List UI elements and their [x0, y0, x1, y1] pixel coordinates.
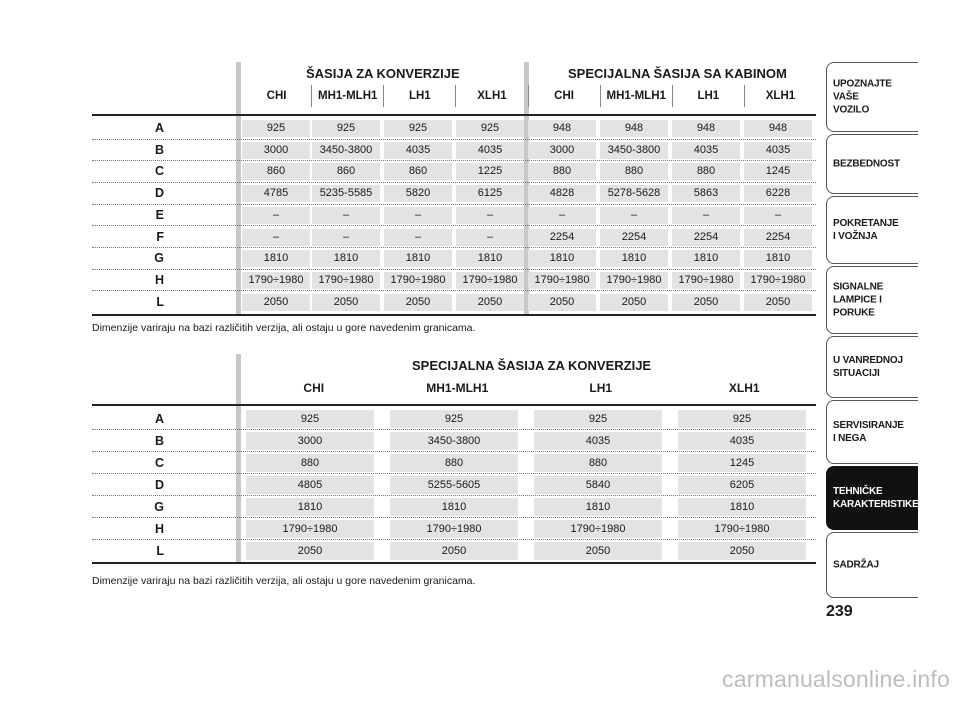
table1-cell: 3450-3800	[600, 142, 668, 159]
row-label: G	[154, 500, 164, 514]
chapter-tab[interactable]	[826, 196, 918, 264]
table1-cell: 3450-3800	[312, 142, 380, 159]
table2-cell: 880	[390, 454, 518, 472]
table1-note: Dimenzije variraju na bazi različitih verzija, ali ostaju u gore navedenim granicama.	[92, 322, 476, 334]
table1-cell: 4035	[384, 142, 452, 159]
table1-cell: –	[456, 207, 524, 224]
watermark: carmanualsonline.info	[722, 666, 950, 692]
chapter-tab-label: SADRŽAJ	[833, 559, 879, 571]
table1-cell: 1810	[600, 250, 668, 267]
table1-cell: 1790÷1980	[744, 272, 812, 289]
table1-cell: 1790÷1980	[384, 272, 452, 289]
table2-cell: 3450-3800	[390, 432, 518, 450]
table1-cell: 1790÷1980	[672, 272, 740, 289]
table1-cell: –	[312, 229, 380, 246]
table1-cell: 948	[600, 120, 668, 137]
chapter-tab[interactable]	[826, 466, 918, 530]
section-title-special-chassis-conversion: SPECIJALNA ŠASIJA ZA KONVERZIJE	[412, 358, 652, 373]
table1-column-header: XLH1	[744, 85, 816, 107]
chapter-tab[interactable]	[826, 336, 918, 398]
row-label: G	[154, 251, 164, 266]
row-label: H	[154, 272, 164, 287]
table1-column-header: CHI	[266, 90, 287, 102]
table1-cell: 2050	[672, 294, 740, 311]
chapter-tab[interactable]	[826, 62, 918, 132]
table1-cell: –	[242, 207, 310, 224]
chapter-tab-label: SIGNALNE LAMPICE I PORUKE	[833, 281, 884, 319]
table1-header	[242, 85, 816, 107]
row-label: C	[154, 456, 164, 470]
table2-cell: 925	[678, 410, 806, 428]
table1-cell: 1790÷1980	[600, 272, 668, 289]
table1-row	[92, 161, 816, 183]
table2-row	[92, 518, 816, 540]
table1-cell: 3000	[242, 142, 310, 159]
table1-header-rule	[92, 114, 816, 116]
table1-cell: 4785	[242, 185, 310, 202]
table2-row	[92, 496, 816, 518]
table1-cell: 2050	[600, 294, 668, 311]
table2-cell: 2050	[678, 542, 806, 560]
table1-cell: 2050	[456, 294, 524, 311]
row-label: A	[154, 412, 164, 426]
table2-cell: 2050	[534, 542, 662, 560]
table1-cell: 4828	[528, 185, 596, 202]
row-label: F	[156, 229, 164, 244]
table1-column-header: MH1-MLH1	[600, 85, 672, 107]
table1-cell: 4035	[672, 142, 740, 159]
table2-cell: 2050	[390, 542, 518, 560]
table1-cell: 860	[312, 163, 380, 180]
table2-cell: 1790÷1980	[534, 520, 662, 538]
row-label: E	[155, 207, 164, 222]
row-label: D	[154, 478, 164, 492]
table1-bottom-rule	[92, 314, 816, 316]
table2-cell: 880	[246, 454, 374, 472]
table2-column-header: LH1	[589, 381, 613, 395]
table1-cell: –	[242, 229, 310, 246]
table1-cell: 2254	[528, 229, 596, 246]
table1-cell: 2050	[528, 294, 596, 311]
table1-cell: 2050	[242, 294, 310, 311]
chapter-tab[interactable]	[826, 266, 918, 334]
table1-cell: 860	[242, 163, 310, 180]
table1-cell: 1810	[456, 250, 524, 267]
table1-cell: 1810	[242, 250, 310, 267]
table2-cell: 925	[246, 410, 374, 428]
table2-cell: 1790÷1980	[246, 520, 374, 538]
table1-cell: 925	[312, 120, 380, 137]
table1-cell: –	[600, 207, 668, 224]
table1-cell: 2050	[312, 294, 380, 311]
table2-cell: 1790÷1980	[678, 520, 806, 538]
table1-cell: 4035	[456, 142, 524, 159]
table2-cell: 1810	[678, 498, 806, 516]
table1-cell: –	[312, 207, 380, 224]
table2-cell: 1810	[390, 498, 518, 516]
row-label: L	[156, 294, 164, 309]
chapter-tab-label: UPOZNAJTE VAŠE VOZILO	[833, 78, 892, 116]
chapter-tab-label: U VANREDNOJ SITUACIJI	[833, 355, 903, 379]
table1-column-header: MH1-MLH1	[311, 85, 383, 107]
table2-column-header: CHI	[303, 381, 325, 395]
table2-header-rule	[92, 404, 816, 406]
table1-cell: 1810	[384, 250, 452, 267]
table1-cell: 880	[672, 163, 740, 180]
table1-cell: 880	[528, 163, 596, 180]
row-label: L	[156, 544, 164, 558]
table1-cell: –	[384, 229, 452, 246]
table1-cell: 2050	[384, 294, 452, 311]
table-chassis-conversion	[92, 62, 816, 322]
table2-cell: 880	[534, 454, 662, 472]
table1-row	[92, 205, 816, 227]
table2-cell: 3000	[246, 432, 374, 450]
table1-cell: 1225	[456, 163, 524, 180]
table1-column-header: XLH1	[455, 85, 527, 107]
table1-row	[92, 118, 816, 140]
table2-bottom-rule	[92, 562, 816, 564]
table2-cell: 1810	[246, 498, 374, 516]
chapter-tab[interactable]	[826, 532, 918, 598]
table2-note: Dimenzije variraju na bazi različitih verzija, ali ostaju u gore navedenim granicama.	[92, 575, 476, 587]
table2-header	[242, 377, 816, 399]
table1-row	[92, 292, 816, 314]
table2-row	[92, 540, 816, 562]
table1-column-header: LH1	[672, 85, 744, 107]
section-title-chassis-conversion: ŠASIJA ZA KONVERZIJE	[306, 66, 460, 81]
table-special-chassis-conversion	[92, 354, 816, 574]
table2-cell: 1810	[534, 498, 662, 516]
table1-cell: 5235-5585	[312, 185, 380, 202]
table1-cell: 1810	[312, 250, 380, 267]
row-label: C	[154, 164, 164, 179]
table1-cell: 880	[600, 163, 668, 180]
table1-cell: 2050	[744, 294, 812, 311]
section-title-special-chassis-cab: SPECIJALNA ŠASIJA SA KABINOM	[568, 66, 787, 81]
table1-cell: –	[384, 207, 452, 224]
table1-cell: 5863	[672, 185, 740, 202]
table1-cell: 1810	[672, 250, 740, 267]
table1-row	[92, 183, 816, 205]
row-label: B	[154, 142, 164, 157]
table2-cell: 1790÷1980	[390, 520, 518, 538]
table1-cell: 2254	[744, 229, 812, 246]
chapter-tab-label: SERVISIRANJE I NEGA	[833, 420, 904, 444]
row-label: A	[154, 121, 164, 135]
table2-cell: 5255-5605	[390, 476, 518, 494]
table1-cell: 860	[384, 163, 452, 180]
table1-row	[92, 140, 816, 162]
table1-cell: 2254	[672, 229, 740, 246]
table2-cell: 925	[534, 410, 662, 428]
table2-row	[92, 452, 816, 474]
chapter-tab-label: BEZBEDNOST	[833, 158, 900, 170]
chapter-tab[interactable]	[826, 400, 918, 464]
table1-cell: 925	[456, 120, 524, 137]
table1-cell: 1790÷1980	[456, 272, 524, 289]
table2-cell: 2050	[246, 542, 374, 560]
table1-row	[92, 248, 816, 270]
table2-column-header: MH1-MLH1	[426, 381, 489, 395]
table1-cell: 948	[528, 120, 596, 137]
table1-cell: 2254	[600, 229, 668, 246]
table1-cell: 1245	[744, 163, 812, 180]
table1-row	[92, 270, 816, 292]
table1-cell: 1810	[744, 250, 812, 267]
row-label: D	[154, 186, 164, 201]
table1-cell: 925	[384, 120, 452, 137]
table1-cell: 5820	[384, 185, 452, 202]
table1-cell: 1810	[528, 250, 596, 267]
table1-cell: 3000	[528, 142, 596, 159]
table1-column-header: CHI	[528, 85, 600, 107]
table1-cell: 6125	[456, 185, 524, 202]
page-number: 239	[826, 603, 853, 620]
table2-row	[92, 430, 816, 452]
table2-cell: 5840	[534, 476, 662, 494]
table2-cell: 6205	[678, 476, 806, 494]
table1-cell: 925	[242, 120, 310, 137]
table1-column-header: LH1	[383, 85, 455, 107]
table2-cell: 1245	[678, 454, 806, 472]
table2-cell: 4035	[678, 432, 806, 450]
table1-cell: 1790÷1980	[242, 272, 310, 289]
table1-cell: 5278-5628	[600, 185, 668, 202]
table1-cell: 948	[672, 120, 740, 137]
table1-cell: –	[456, 229, 524, 246]
table1-cell: 1790÷1980	[312, 272, 380, 289]
chapter-tab-label: POKRETANJE I VOŽNJA	[833, 218, 899, 242]
table1-cell: –	[672, 207, 740, 224]
table2-column-header: XLH1	[728, 381, 760, 395]
row-label: B	[154, 434, 164, 448]
row-label: H	[154, 522, 164, 536]
chapter-tab-label: TEHNIČKE KARAKTERISTIKE	[833, 486, 919, 510]
table1-cell: 948	[744, 120, 812, 137]
table1-row	[92, 227, 816, 249]
table2-cell: 4035	[534, 432, 662, 450]
table1-cell: –	[744, 207, 812, 224]
table1-cell: –	[528, 207, 596, 224]
chapter-tab[interactable]	[826, 134, 918, 194]
table2-cell: 925	[390, 410, 518, 428]
table2-row	[92, 408, 816, 430]
table1-cell: 4035	[744, 142, 812, 159]
table2-cell: 4805	[246, 476, 374, 494]
table1-cell: 6228	[744, 185, 812, 202]
table1-cell: 1790÷1980	[528, 272, 596, 289]
table2-row	[92, 474, 816, 496]
